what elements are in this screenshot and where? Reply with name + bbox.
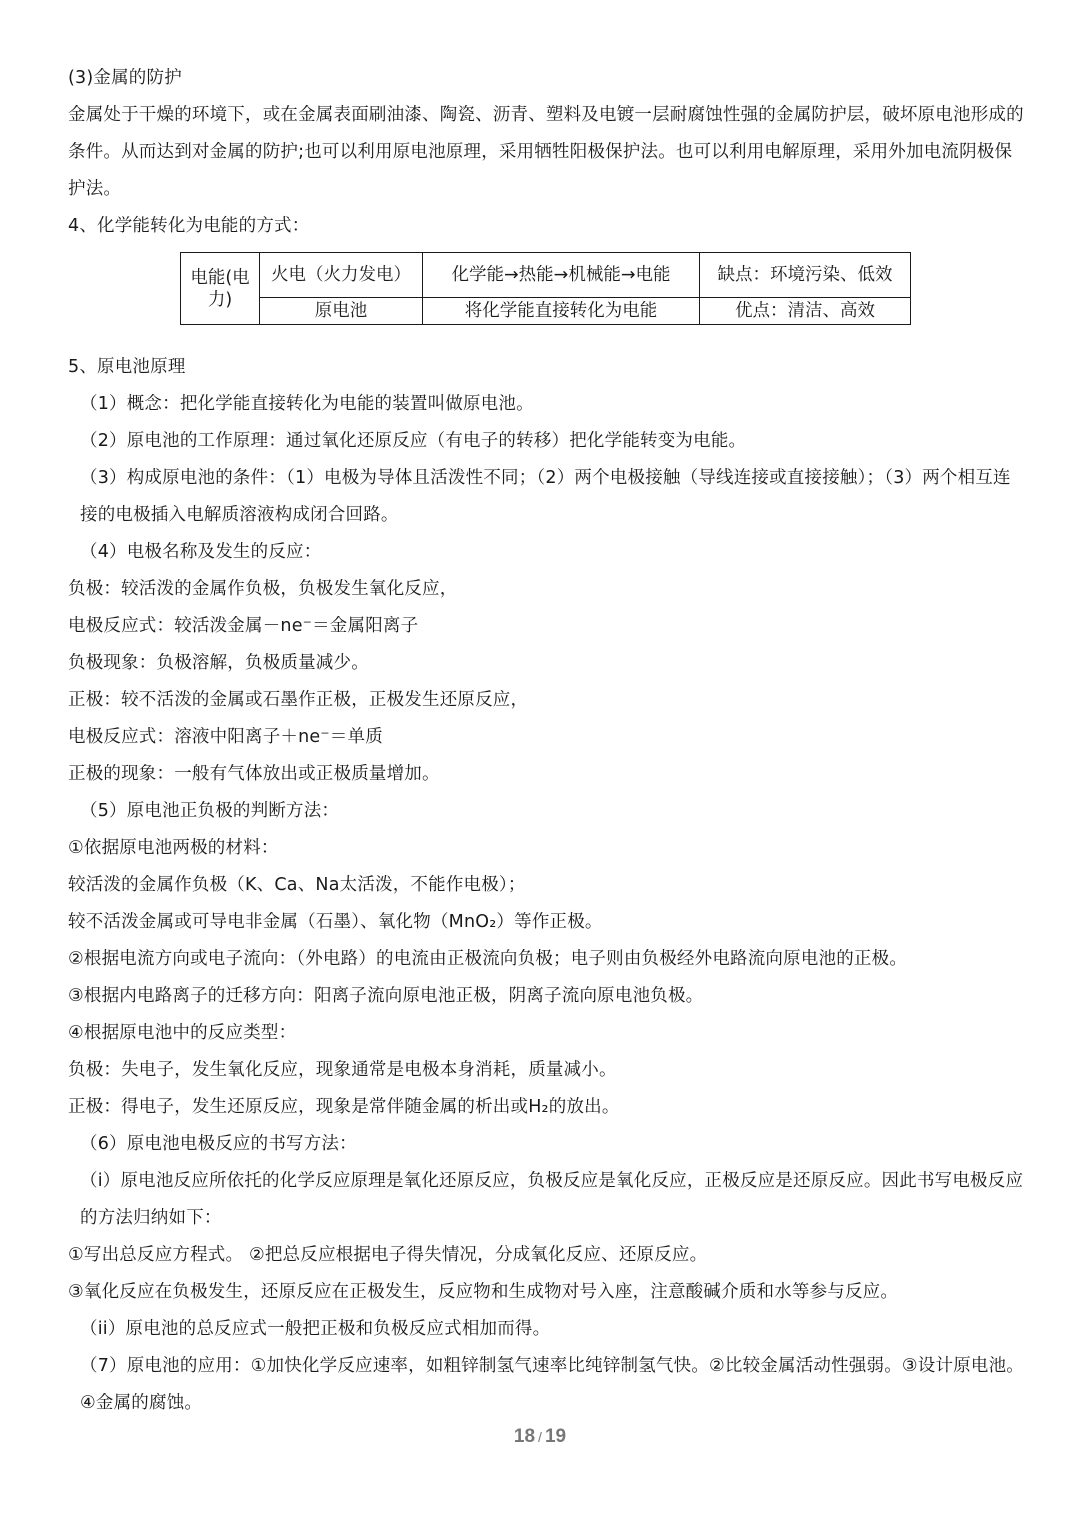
text-paragraph: （3）构成原电池的条件：（1）电极为导体且活泼性不同；（2）两个电极接触（导线连接或直接接触）；（3）两个相互连接的电极插入电解质溶液构成闭合回路。 <box>80 468 1011 525</box>
page-number <box>0 1426 1080 1448</box>
text-line: （6）原电池电极反应的书写方法： <box>80 1134 357 1154</box>
table-cell-evaluation: 优点：清洁、高效 <box>700 298 911 325</box>
text-line: ②根据电流方向或电子流向：（外电路）的电流由正极流向负极；电子则由负极经外电路流向原电池的正极。 <box>68 949 908 969</box>
table-row-header: 电能(电力) <box>181 253 260 325</box>
text-line: ①写出总反应方程式。 ②把总反应根据电子得失情况，分成氧化反应、还原反应。 <box>68 1245 708 1265</box>
text-paragraph: （i）原电池反应所依托的化学反应原理是氧化还原反应，负极反应是氧化反应，正极反应是还原反应。因此书写电极反应的方法归纳如下： <box>80 1171 1024 1228</box>
text-paragraph: （7）原电池的应用：①加快化学反应速率，如粗锌制氢气速率比纯锌制氢气快。②比较金属活动性强弱。③设计原电池。④金属的腐蚀。 <box>80 1356 1024 1413</box>
text-line: 正极：得电子，发生还原反应，现象是常伴随金属的析出或H₂的放出。 <box>68 1097 620 1117</box>
text-line: ③根据内电路离子的迁移方向：阳离子流向原电池正极，阴离子流向原电池负极。 <box>68 986 704 1006</box>
table-cell-method: 原电池 <box>260 298 423 325</box>
section3-body: 金属处于干燥的环境下，或在金属表面刷油漆、陶瓷、沥青、塑料及电镀一层耐腐蚀性强的金属防护层，破坏原电池形成的条件。从而达到对金属的防护;也可以利用原电池原理，采用牺牲阳极保护法。也可以利用电解原理，采用外加电流阴极保护法。 <box>68 105 1024 199</box>
table-cell-process: 化学能→热能→机械能→电能 <box>423 253 700 298</box>
page-total: 19 <box>544 1426 567 1447</box>
text-line: （4）电极名称及发生的反应： <box>80 542 322 562</box>
text-line: 正极：较不活泼的金属或石墨作正极，正极发生还原反应， <box>68 690 529 710</box>
text-line: ③氧化反应在负极发生，还原反应在正极发生，反应物和生成物对号入座，注意酸碱介质和水等参与反应。 <box>68 1282 899 1302</box>
section3-title: (3)金属的防护 <box>68 68 182 88</box>
page-separator: / <box>538 1429 542 1445</box>
text-line: ④根据原电池中的反应类型： <box>68 1023 297 1043</box>
text-line: 正极的现象：一般有气体放出或正极质量增加。 <box>68 764 440 784</box>
text-line: 较不活泼金属或可导电非金属（石墨）、氧化物（MnO₂）等作正极。 <box>68 912 603 932</box>
section4-title: 4、化学能转化为电能的方式： <box>68 216 310 236</box>
section5-title: 5、原电池原理 <box>68 357 186 377</box>
text-line: （2）原电池的工作原理：通过氧化还原反应（有电子的转移）把化学能转变为电能。 <box>80 431 747 451</box>
text-line: 负极现象：负极溶解，负极质量减少。 <box>68 653 369 673</box>
table-row <box>181 298 911 325</box>
text-line: 负极：失电子，发生氧化反应，现象通常是电极本身消耗，质量减小。 <box>68 1060 617 1080</box>
text-line: 较活泼的金属作负极（K、Ca、Na太活泼，不能作电极）； <box>68 875 526 895</box>
page-current: 18 <box>513 1426 536 1447</box>
text-line: 负极：较活泼的金属作负极，负极发生氧化反应， <box>68 579 458 599</box>
table-cell-process: 将化学能直接转化为电能 <box>423 298 700 325</box>
document-page <box>68 60 1024 1422</box>
text-line: （ii）原电池的总反应式一般把正极和负极反应式相加而得。 <box>80 1319 551 1339</box>
text-line: 电极反应式：较活泼金属－ne⁻＝金属阳离子 <box>68 616 419 636</box>
table-cell-evaluation: 缺点：环境污染、低效 <box>700 253 911 298</box>
text-line: （1）概念：把化学能直接转化为电能的装置叫做原电池。 <box>80 394 534 414</box>
table-row <box>181 253 911 298</box>
text-line: ①依据原电池两极的材料： <box>68 838 279 858</box>
text-line: 电极反应式：溶液中阳离子＋ne⁻＝单质 <box>68 727 383 747</box>
text-line: （5）原电池正负极的判断方法： <box>80 801 340 821</box>
energy-conversion-table <box>180 252 911 325</box>
table-cell-method: 火电（火力发电） <box>260 253 423 298</box>
